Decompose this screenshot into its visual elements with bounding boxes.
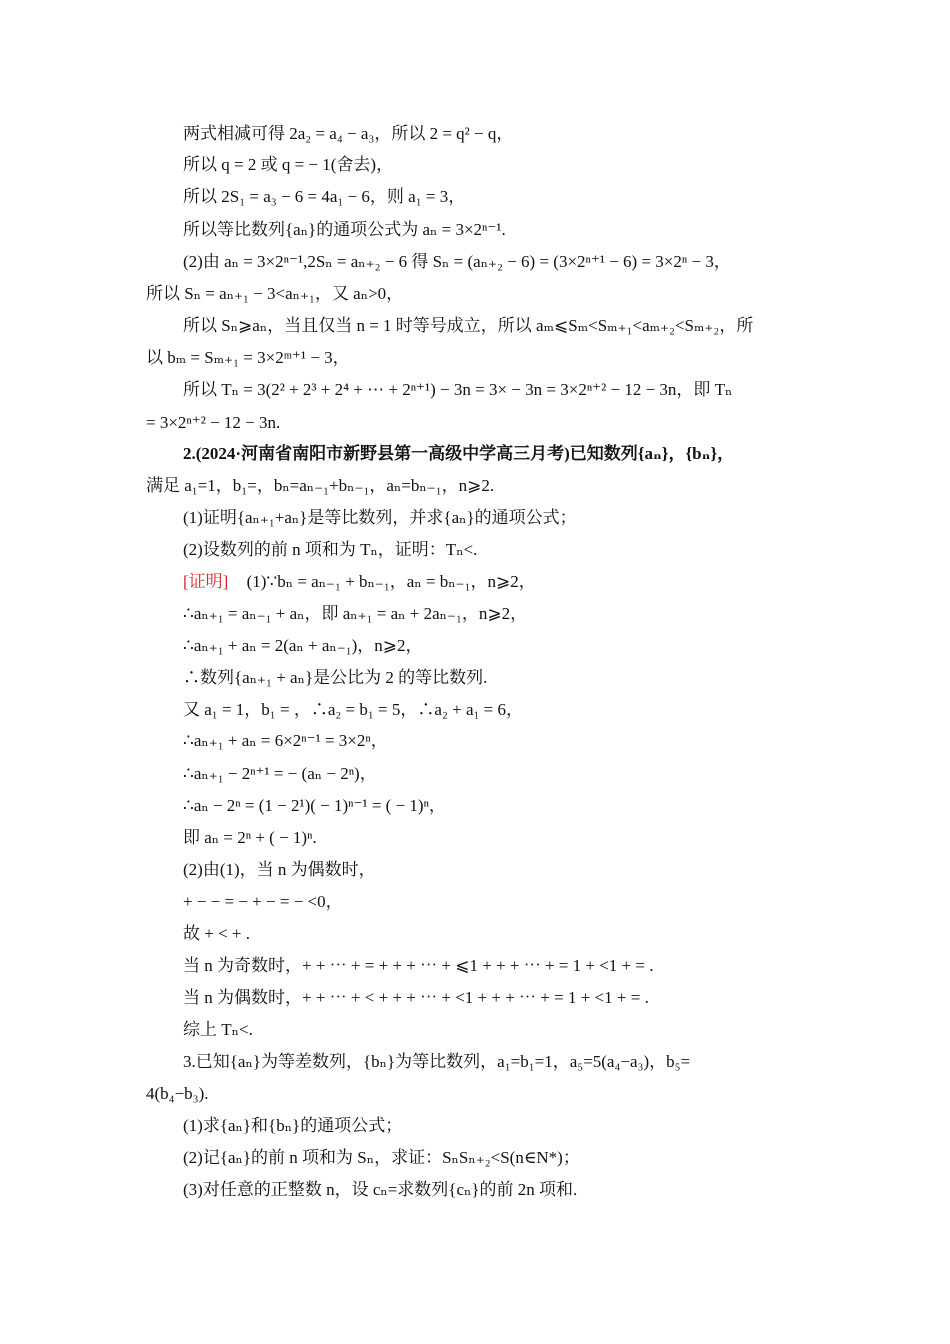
text-line: 所以等比数列{aₙ}的通项公式为 aₙ = 3×2ⁿ⁻¹. bbox=[183, 220, 506, 239]
text-line: 又 a₁ = 1，b₁ = ，∴a₂ = b₁ = 5，∴a₂ + a₁ = 6， bbox=[183, 700, 524, 719]
text-line: 以 bₘ = Sₘ₊₁ = 3×2ᵐ⁺¹ − 3， bbox=[146, 348, 350, 367]
text-line: 所以 Sₙ = aₙ₊₁ − 3<aₙ₊₁，又 aₙ>0， bbox=[146, 284, 404, 303]
text-line: ∴aₙ₊₁ + aₙ = 6×2ⁿ⁻¹ = 3×2ⁿ， bbox=[183, 731, 388, 750]
text-line: (1)求{aₙ}和{bₙ}的通项公式； bbox=[183, 1116, 403, 1135]
text-line: 满足 a₁=1，b₁=，bₙ=aₙ₋₁+bₙ₋₁，aₙ=bₙ₋₁，n⩾2. bbox=[146, 476, 495, 495]
text-line: 即 aₙ = 2ⁿ + ( − 1)ⁿ. bbox=[183, 828, 317, 847]
text-line: ∴aₙ₊₁ − 2ⁿ⁺¹ = − (aₙ − 2ⁿ)， bbox=[183, 764, 377, 783]
text-line: (1)∵bₙ = aₙ₋₁ + bₙ₋₁，aₙ = bₙ₋₁，n⩾2， bbox=[246, 572, 536, 591]
proof-tag: [证明] bbox=[183, 572, 229, 591]
text-line: (2)由(1)，当 n 为偶数时， bbox=[183, 860, 376, 879]
text-line: 综上 Tₙ<. bbox=[183, 1020, 253, 1039]
text-line: 所以 Tₙ = 3(2² + 2³ + 2⁴ + ⋯ + 2ⁿ⁺¹) − 3n = 3× − 3n = 3×2ⁿ⁺² − 12 − 3n，即 Tₙ bbox=[183, 380, 733, 399]
text-line: ∴aₙ₊₁ + aₙ = 2(aₙ + aₙ₋₁)，n⩾2， bbox=[183, 636, 423, 655]
text-line: + − − = − + − = − <0， bbox=[183, 892, 343, 911]
text-line: ∴数列{aₙ₊₁ + aₙ}是公比为 2 的等比数列. bbox=[183, 668, 488, 687]
text-line: 所以 q = 2 或 q = − 1(舍去)， bbox=[183, 155, 394, 174]
text-line: (1)证明{aₙ₊₁+aₙ}是等比数列，并求{aₙ}的通项公式； bbox=[183, 508, 577, 527]
text-line: 所以 2S₁ = a₃ − 6 = 4a₁ − 6，则 a₁ = 3， bbox=[183, 187, 466, 206]
text-line: = 3×2ⁿ⁺² − 12 − 3n. bbox=[146, 413, 281, 432]
text-line: 两式相减可得 2a₂ = a₄ − a₃，所以 2 = q² − q， bbox=[183, 124, 514, 143]
text-line: 故 + < + . bbox=[183, 924, 251, 943]
text-line: 3.已知{aₙ}为等差数列，{bₙ}为等比数列，a₁=b₁=1，a₅=5(a₄−a₃)，b₅= bbox=[183, 1052, 691, 1071]
text-line: ∴aₙ₊₁ = aₙ₋₁ + aₙ，即 aₙ₊₁ = aₙ + 2aₙ₋₁，n⩾2， bbox=[183, 604, 528, 623]
text-line: (3)对任意的正整数 n，设 cₙ=求数列{cₙ}的前 2n 项和. bbox=[183, 1180, 578, 1199]
text-line: 4(b₄−b₃). bbox=[146, 1084, 209, 1103]
text-line: ∴aₙ − 2ⁿ = (1 − 2¹)( − 1)ⁿ⁻¹ = ( − 1)ⁿ， bbox=[183, 796, 446, 815]
text-line: (2)由 aₙ = 3×2ⁿ⁻¹,2Sₙ = aₙ₊₂ − 6 得 Sₙ = (aₙ₊₂ − 6) = (3×2ⁿ⁺¹ − 6) = 3×2ⁿ − 3， bbox=[183, 252, 731, 271]
problem-heading: 2.(2024·河南省南阳市新野县第一高级中学高三月考)已知数列{aₙ}，{bₙ}， bbox=[183, 444, 735, 463]
text-line: 所以 Sₙ⩾aₙ，当且仅当 n = 1 时等号成立，所以 aₘ⩽Sₘ<Sₘ₊₁<aₘ₊₂<Sₘ₊₂，所 bbox=[183, 316, 754, 335]
text-line: 当 n 为偶数时，+ + ⋯ + < + + + ⋯ + <1 + + + ⋯ + = 1 + <1 + = . bbox=[183, 988, 649, 1007]
proof-line bbox=[183, 571, 536, 593]
text-line: 当 n 为奇数时，+ + ⋯ + = + + + ⋯ + ⩽1 + + + ⋯ + = 1 + <1 + = . bbox=[183, 956, 654, 975]
text-line: (2)记{aₙ}的前 n 项和为 Sₙ，求证：SₙSₙ₊₂<S(n∈N*)； bbox=[183, 1148, 580, 1167]
text-line: (2)设数列的前 n 项和为 Tₙ，证明：Tₙ<. bbox=[183, 540, 478, 559]
